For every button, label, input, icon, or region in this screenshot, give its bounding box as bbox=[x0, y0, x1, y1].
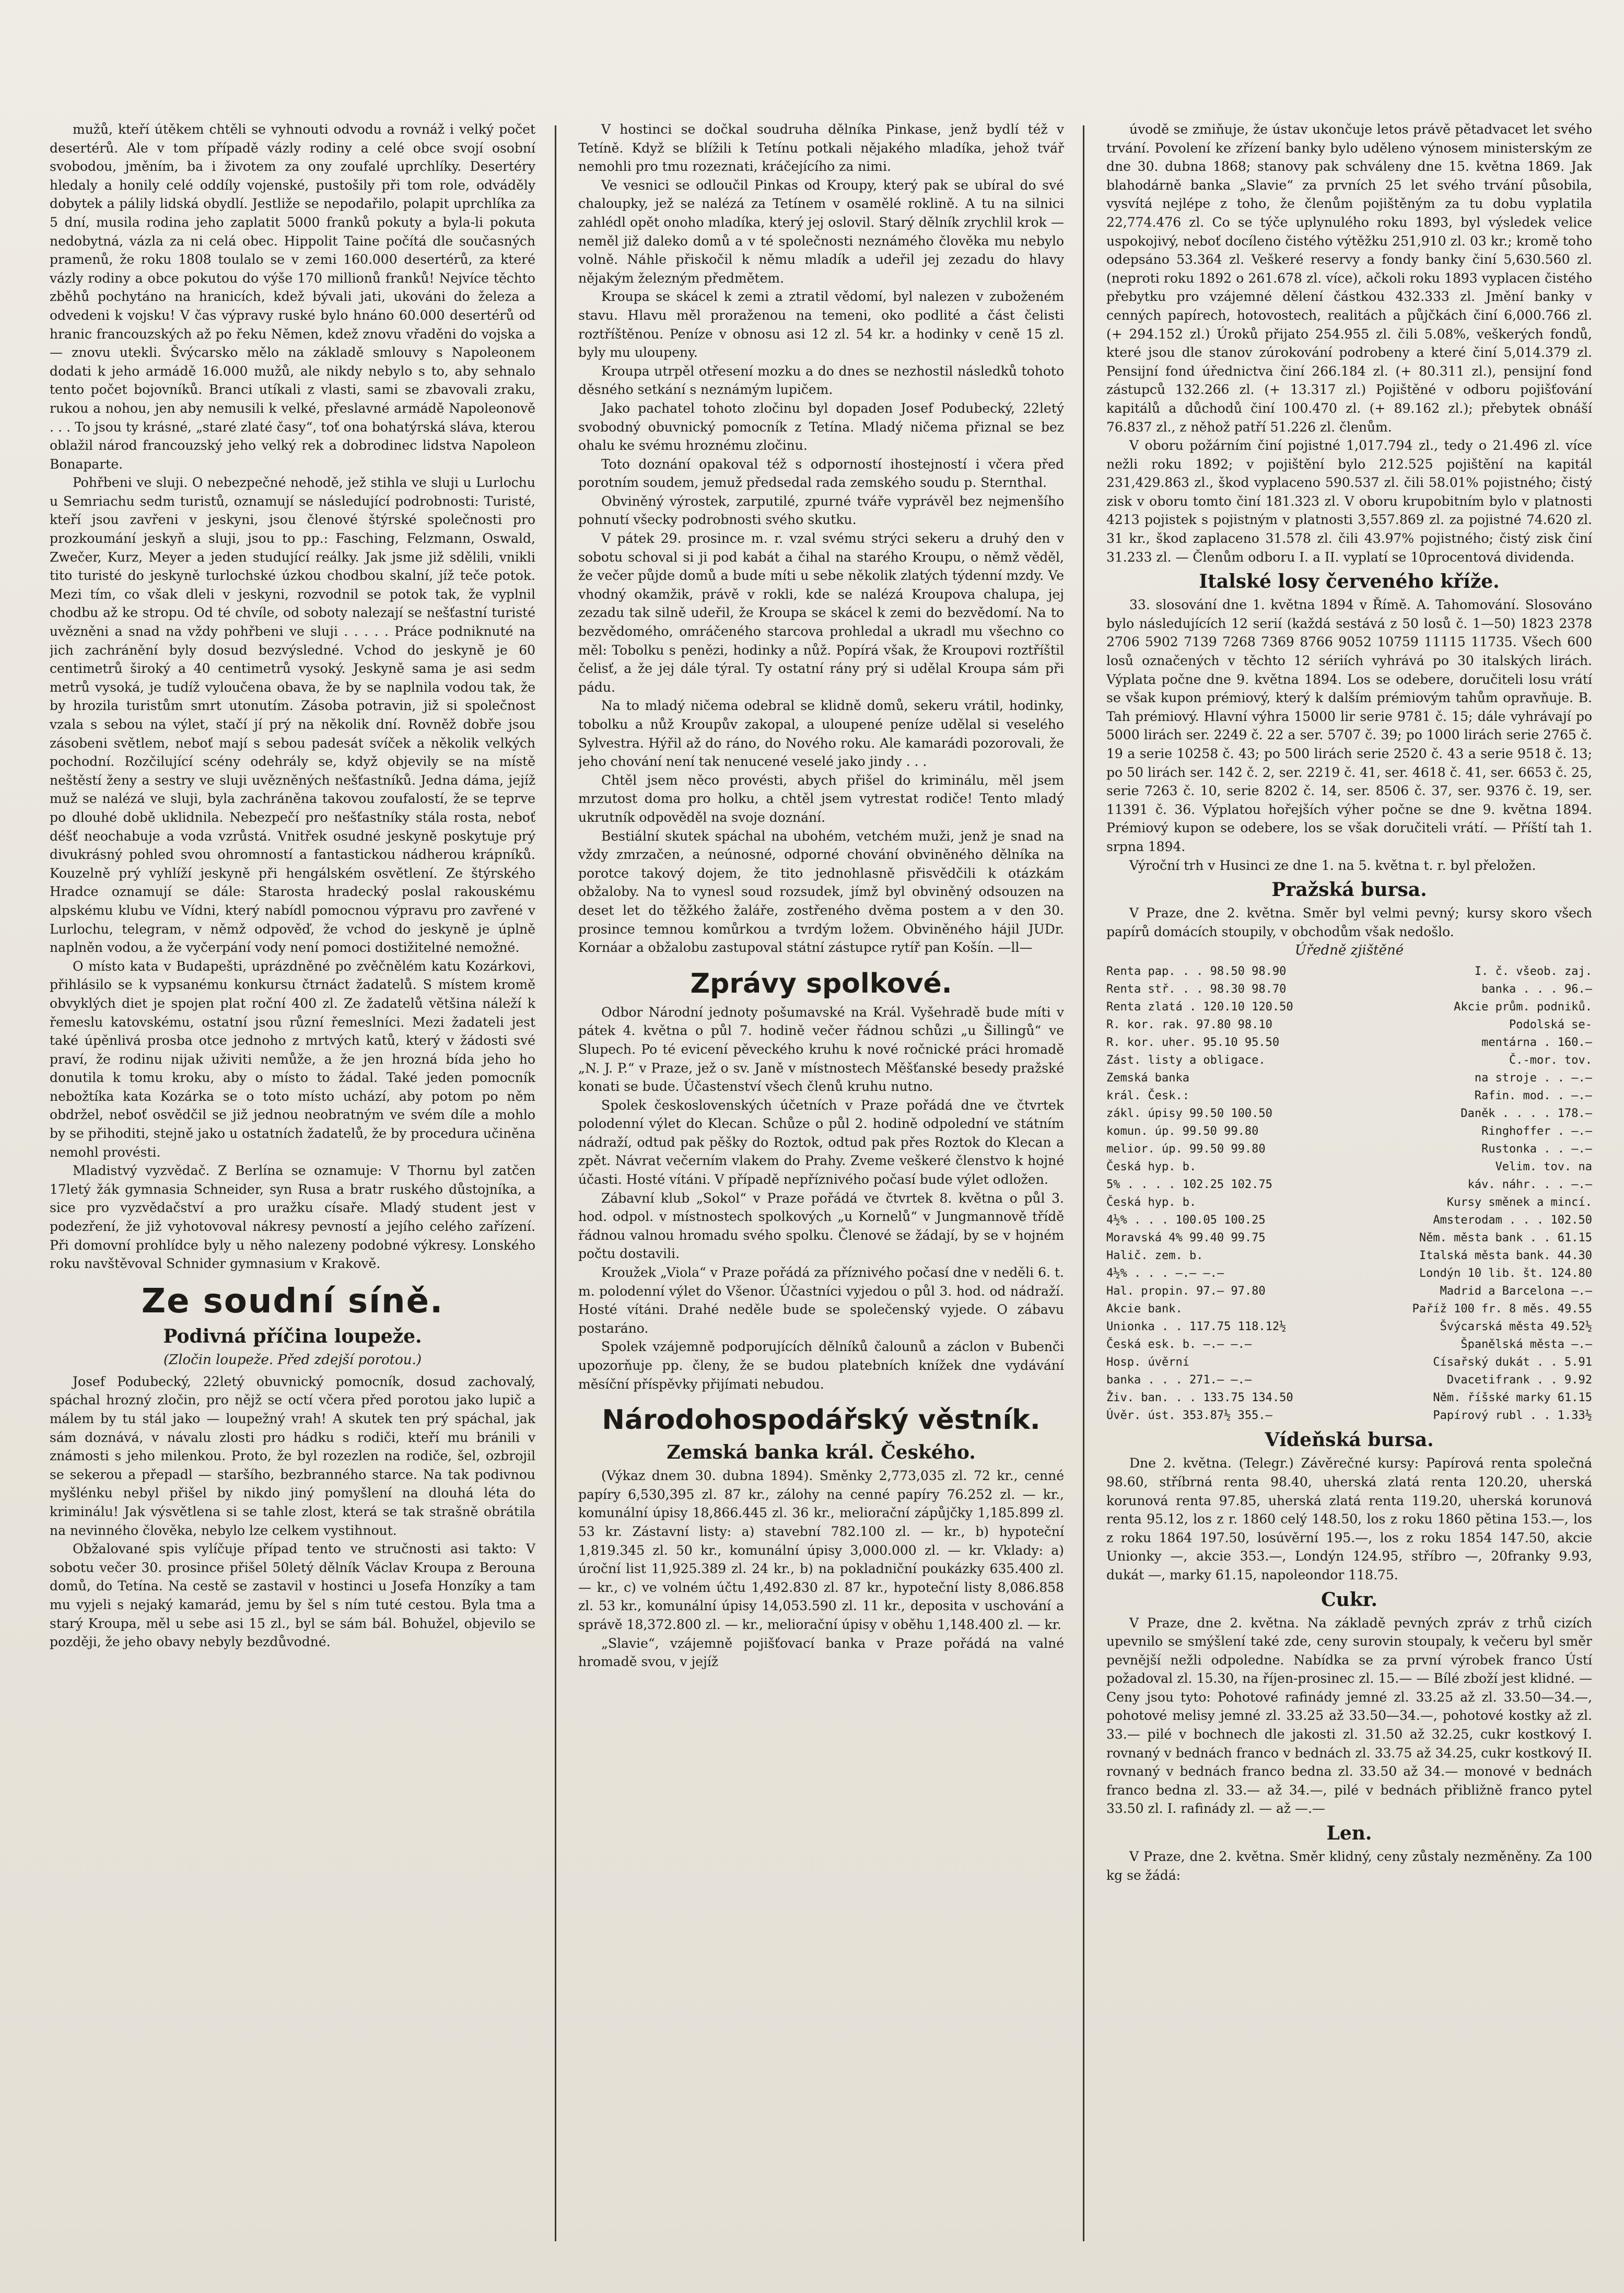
article-paragraph: 33. slosování dne 1. května 1894 v Římě. A. Tahomování. Slosováno bylo následujících 12 serií (každá sestává z 50 losů č. 1—50) 1823 2378 2706 5902 7139 7268 7369 8766 9052 10759 11115 11735. Všech 600 losů označených v těchto 12 sériích vyhrává po 30 italských lirách. Výplata počne dne 9. května 1894. Los se odebere, doručiteli losu vrátí se však kupon prémiový, který k dalším prémiovým tahům opravňuje. B. Tah prémiový. Hlavní výhra 15000 lir serie 9781 č. 15; dále vyhrávají po 5000 lirách ser. 2249 č. 22 a ser. 5707 č. 39; po 1000 lirách serie 2765 č. 19 a serie 10258 č. 43; po 500 lirách serie 2520 č. 43 a serie 9518 č. 13; po 50 lirách ser. 142 č. 2, ser. 2219 č. 41, ser. 4618 č. 41, ser. 6653 č. 25, serie 7263 č. 10, serie 8202 č. 14, ser. 8506 č. 37, ser. 9376 č. 19, ser. 11391 č. 36. Výplatou hořejších výher počne se dne 9. května 1894. Prémiový kupon se odebere, los se však doručiteli vrátí. — Příští tah 1. srpna 1894. bbox=[1106, 597, 1592, 854]
table-cell: Hosp. úvěrní bbox=[1106, 1356, 1189, 1369]
article-paragraph: V Praze, dne 2. května. Směr klidný, ceny zůstaly nezměněny. Za 100 kg se žádá: bbox=[1106, 1849, 1592, 1883]
column-right bbox=[1106, 120, 1592, 2252]
table-row bbox=[1106, 1212, 1592, 1229]
table-cell: banka . . . 271.— —.— bbox=[1106, 1374, 1252, 1387]
table-cell: Rafin. mod. . —.— bbox=[1474, 1089, 1592, 1103]
article-heading: Cukr. bbox=[1321, 1588, 1377, 1611]
table-cell: banka . . . 96.— bbox=[1481, 983, 1592, 996]
table-row bbox=[1106, 1336, 1592, 1354]
table-row bbox=[1106, 1265, 1592, 1283]
table-row bbox=[1106, 1389, 1592, 1407]
table-cell: Amsterodam . . . 102.50 bbox=[1433, 1214, 1592, 1227]
table-cell: Dvacetifrank . . 9.92 bbox=[1446, 1374, 1592, 1387]
article-heading: Vídeňská bursa. bbox=[1265, 1429, 1434, 1451]
article-paragraph: Kroupa se skácel k zemi a ztratil vědomí, byl nalezen v zuboženém stavu. Hlavu měl proraženou na temeni, oko podlité a část čelisti roztříštěnou. Peníze v obnosu asi 12 zl. 54 kr. a hodinky v ceně 15 zl. byly mu uloupeny. bbox=[578, 289, 1064, 360]
table-cell: Živ. ban. . . 133.75 134.50 bbox=[1106, 1391, 1293, 1405]
table-cell: zákl. úpisy 99.50 100.50 bbox=[1106, 1107, 1272, 1121]
table-cell: Něm. říšské marky 61.15 bbox=[1433, 1391, 1592, 1405]
article-paragraph: Odbor Národní jednoty pošumavské na Král. Vyšehradě bude míti v pátek 4. května o půl 7. hodině večer řádnou schůzi „u Šillingů“ ve Slupech. Po té evicení pěveckého kruhu k nové ročnické práci hromadě „N. J. P.“ v Praze, jež o sv. Janě v místnostech Měšťanské besedy pražské konati se bude. Účastenství všech členů kruhu nutno. bbox=[578, 1004, 1064, 1095]
table-cell: Ringhoffer . —.— bbox=[1481, 1125, 1592, 1138]
article-paragraph: V hostinci se dočkal soudruha dělníka Pinkase, jenž bydlí též v Tetíně. Když se blížili k Tetínu potkali nějakého mladíka, jehož tvář nemohli pro tmu rozeznati, kráčejícího za nimi. bbox=[578, 122, 1064, 174]
article-paragraph: Obviněný výrostek, zarputilé, zpurné tváře vyprávěl bez nejmenšího pohnutí všecky podrobnosti svého skutku. bbox=[578, 493, 1064, 528]
table-cell: Č.-mor. tov. bbox=[1509, 1054, 1592, 1067]
article-paragraph: Obžalované spis vylíčuje případ tento ve stručnosti asi takto: V sobotu večer 30. prosince přišel 50letý dělník Václav Kroupa z Berouna domů, do Tetína. Na cestě se zastavil v hostinci u Josefa Honzíky a tam mu vyjeli s nejaký kamarád, jemu by šel s ním tuté cestou. Byla tma a starý Kroupa, měl u sebe asi 15 zl., byl se sám bál. Bohužel, objevilo se později, že jeho obavy nebyly bezdůvodné. bbox=[50, 1541, 535, 1650]
article-note: (Zločin loupeže. Před zdejší porotou.) bbox=[163, 1352, 422, 1368]
table-cell: R. kor. rak. 97.80 98.10 bbox=[1106, 1018, 1272, 1032]
table-row bbox=[1106, 1052, 1592, 1069]
table-cell: melior. úp. 99.50 99.80 bbox=[1106, 1143, 1266, 1156]
table-row bbox=[1106, 981, 1592, 998]
table-cell: R. kor. uher. 95.10 95.50 bbox=[1106, 1036, 1280, 1050]
table-cell: 4½% . . . 100.05 100.25 bbox=[1106, 1214, 1266, 1227]
article-heading: Pražská bursa. bbox=[1271, 879, 1427, 901]
table-row bbox=[1106, 1069, 1592, 1087]
article-paragraph: O místo kata v Budapešti, uprázdněné po zvěčnělém katu Kozárkovi, přihlásilo se k vypsanému konkursu čtrnáct žadatelů. S místem kromě obvyklých diet je spojen plat roční 400 zl. Ze žadatelů většina náleží k řemeslu katovskému, ostatní jsou různí řemeslníci. Mezi žadateli jest také úpěnlivá prosba otce jednoho z mrtvých katů, který v žádosti své praví, že rodinu nijak uživiti nemůže, a že jen hrozná bída jeho ho donutila k tomu kroku, aby o místo to žádal. Také jeden pomocník nebožtíka kata Kozárka se o toto místo uchází, aby potom po něm obdržel, neboť osvědčil se již jednou neobratným ve svém díle a mohlo by se přihoditi, stejně jako u ostatních žadatelů, že by procedura učiněna nemohl provésti. bbox=[50, 958, 535, 1160]
table-row bbox=[1106, 998, 1592, 1016]
table-cell: Papírový rubl . . 1.33½ bbox=[1433, 1409, 1592, 1423]
article-paragraph: mužů, kteří útěkem chtěli se vyhnouti odvodu a rovnáž i velký počet desertérů. Ale v tom případě vázly rodiny a celé obce svojí osobní svobodou, jměním, ba i životem za ony zoufalé uprchlíky. Desertéry hledaly a honily celé oddíly vojenské, pustošily při tom role, odváděly dobytek a pálily lidská obydlí. Jestliže se nepodařilo, polapit uprchlíka za 5 dní, musila rodina jeho zaplatit 5000 franků pokuty a byla-li pokuta nedobytná, vázla za ni celá obec. Hippolit Taine počítá dle současných pramenů, že roku 1808 toulalo se v zemi 160.000 desertérů, za které vázly rodiny a obce pokutou do výše 170 millionů franků! Nejvíce těchto zběhů pochytáno na hranicích, kdež bývali jati, ukováni do železa a odvedeni k vojsku! V čas výpravy ruské bylo hnáno 60.000 desertérů od hranic francouzských až po řeku Němen, kdež znovu vřaděni do vojska a — znovu utekli. Švýcarsko mělo na základě smlouvy s Napoleonem dodati k jeho armádě 16.000 mužů, ale nikdy nebylo s to, aby sehnalo tento počet bojovníků. Branci utíkali z vlasti, sami se zbavovali zraku, rukou a nohou, jen aby nemusili k velké, přeslavné armádě Napoleonově . . . To jsou ty krásné, „staré zlaté časy“, toť ona bohatýrská sláva, kterou oblažil národ francouzský jeho velký rek a dobrodinec lidstva Napoleon Bonaparte. bbox=[50, 122, 535, 472]
table-row bbox=[1106, 1123, 1592, 1140]
article-paragraph: Bestiální skutek spáchal na ubohém, vetchém muži, jenž je snad na vždy zmrzačen, a neúnosné, odporné chování obviněného dělníka na porotce takový dojem, že tito jednohlasně přisvědčili k otázkám obžaloby. Na to vynesl soud rozsudek, jímž byl obviněný odsouzen na deset let do těžkého žaláře, zostřeného dvěma postem a v den 30. prosince temnou komůrkou a tvrdým ložem. Obviněného hájil JUDr. Kornáar a obžalobu zastupoval státní zástupce rytíř pan Košín. —ll— bbox=[578, 828, 1064, 956]
table-cell: Akcie prům. podniků. bbox=[1454, 1000, 1592, 1014]
table-cell: Něm. města bank . . 61.15 bbox=[1419, 1231, 1592, 1245]
column-middle bbox=[578, 120, 1064, 2252]
article-paragraph: Dne 2. května. (Telegr.) Závěrečné kursy: Papírová renta společná 98.60, stříbrná renta 98.40, uherská zlatá renta 120.20, uherská korunová renta 97.85, uherská zlatá renta 119.20, uherská korunová renta 95.12, los z r. 1860 celý 148.50, los z roku 1860 pětina 153.—, los z roku 1864 197.50, losúvěrní 195.—, los z roku 1854 147.50, akcie Unionky —, akcie 353.—, Londýn 124.95, stříbro —, 20franky 9.93, dukát —, marky 61.15, napoleondor 118.75. bbox=[1106, 1456, 1592, 1582]
article-paragraph: Kroupa utrpěl otřesení mozku a do dnes se nezhostil následků tohoto děsného setkání s neznámým lupičem. bbox=[578, 363, 1064, 398]
column-rule bbox=[1083, 125, 1084, 2241]
table-row bbox=[1106, 1034, 1592, 1052]
table-row bbox=[1106, 963, 1592, 981]
section-heading: Národohospodářský věstník. bbox=[602, 1404, 1041, 1436]
article-paragraph: Jako pachatel tohoto zločinu byl dopaden Josef Podubecký, 22letý svobodný obuvnický pomocník z Tetína. Mladý ničema přiznal se bez ohalu ke svému hroznému zločinu. bbox=[578, 400, 1064, 453]
article-paragraph: (Výkaz dnem 30. dubna 1894). Směnky 2,773,035 zl. 72 kr., cenné papíry 6,530,395 zl. 87 kr., zálohy na cenné papíry 76.252 zl. — kr., komunální úpisy 18,866.445 zl. 36 kr., meliorační zápůjčky 1,185.899 zl. 53 kr. Zástavní listy: a) stavební 782.100 zl. — kr., b) hypoteční 1,819.345 zl. 50 kr., komunální úpisy 3,000.000 zl. — kr. Vklady: a) úroční list 11,925.389 zl. 24 kr., b) na pokladniční poukázky 635.400 zl. — kr., c) ve volném účtu 1,492.830 zl. 87 kr., hypoteční listy 8,086.858 zl. 53 kr., komunální úpisy 14,053.590 zl. 11 kr., deposita v uschování a správě 18,372.800 zl. — kr., meliorační úpisy v oběhu 1,148.400 zl. — kr. bbox=[578, 1468, 1064, 1632]
article-paragraph: V oboru požárním činí pojistné 1,017.794 zl., tedy o 21.496 zl. více nežli roku 1892; v pojištění bylo 212.525 pojištění na kapitál 231,429.863 zl., škod vyplaceno 590.537 zl. čili 58.01% pojistného; čistý zisk v oboru tomto činí 181.323 zl. V oboru krupobitním bylo v platnosti 4213 pojistek s pojistným v platnosti 3,557.869 zl. za pojistné 74.620 zl. 31 kr., škod zaplaceno 31.578 zl. čili 43.97% pojistného; čistý zisk činí 31.233 zl. — Členům odboru I. a II. vyplatí se 10procentová dividenda. bbox=[1106, 438, 1592, 565]
article-paragraph: Josef Podubecký, 22letý obuvnický pomocník, dosud zachovalý, spáchal hrozný zločin, pro nějž se octí včera před porotou jako lupič a málem by tu stál jako — loupežný vrah! A skutek ten prý spáchal, jak sám doznává, v návalu zlosti pro hádku s rodiči, kteří mu bránili v známosti s jeho milenkou. Proto, že byl rozezlen na rodiče, šel, ozbrojil se sekerou a přepadl — staršího, bezbranného starce. Na tak podivnou myšlénku nebyl přišel by nikdo jiný pomyšlení na dlouhá léta do kriminálu! Jak výsvětlena si se tahle zlost, která se tak strašně obrátila na nevinného člověka, nebylo lze celkem vystihnout. bbox=[50, 1374, 535, 1538]
table-row bbox=[1106, 1407, 1592, 1425]
article-paragraph: Chtěl jsem něco provésti, abych přišel do kriminálu, měl jsem mrzutost doma pro holku, a chtěl jsem vytrestat rodiče! Tento mladý ukrutník odpověděl na svoje doznání. bbox=[578, 772, 1064, 825]
article-heading: Italské losy červeného kříže. bbox=[1199, 571, 1500, 593]
article-paragraph: Ve vesnici se odloučil Pinkas od Kroupy, který pak se ubíral do své chaloupky, jež se nalézá za Tetínem v osamělé roklině. A tu na silnici zahlédl opět onoho mladíka, který jej oslovil. Starý dělník zrychlil krok — neměl již daleko domů a v té společnosti neznámého člověka mu nebylo volně. Náhle přiskočil k němu mladík a udeřil jej zezadu do hlavy nějakým železným předmětem. bbox=[578, 177, 1064, 286]
table-cell: mentárna . 160.— bbox=[1481, 1036, 1592, 1050]
table-cell: Císařský dukát . . 5.91 bbox=[1433, 1356, 1592, 1369]
table-row bbox=[1106, 1247, 1592, 1265]
table-cell: Podolská se- bbox=[1509, 1018, 1592, 1032]
section-heading: Zprávy spolkové. bbox=[690, 968, 952, 999]
table-cell: Londýn 10 lib. št. 124.80 bbox=[1419, 1267, 1592, 1281]
article-paragraph: V Praze, dne 2. května. Směr byl velmi pevný; kursy skoro všech papírů domácích stoupily, v obchodům však nedošlo. bbox=[1106, 905, 1592, 939]
table-cell: Akcie bank. bbox=[1106, 1302, 1183, 1316]
table-cell: Česká hyp. b. bbox=[1106, 1196, 1197, 1209]
article-heading: Podivná příčina loupeže. bbox=[163, 1325, 422, 1347]
table-cell: Renta pap. . . 98.50 98.90 bbox=[1106, 965, 1287, 979]
table-cell: Paříž 100 fr. 8 měs. 49.55 bbox=[1412, 1302, 1592, 1316]
article-paragraph: Kroužek „Viola“ v Praze pořádá za příznivého počasí dne v neděli 6. t. m. polodenní výlet do Všenor. Účastníci vyjedou o půl 3. hod. od nádraží. Hosté vítáni. Drahé neděle bude se společenský vyjede. O zábavu postaráno. bbox=[578, 1265, 1064, 1336]
article-paragraph: Mladistvý vyzvědač. Z Berlína se oznamuje: V Thornu byl zatčen 17letý žák gymnasia Schneider, syn Rusa a bratr ruského důstojníka, a sice pro vyzvědačství a pro uražku císaře. Mladý student jest v podezření, že již vyhotovoval nákresy pevností a jejího celého zařízení. Při domovní prohlídce byly u něho nalezeny podobné výkresy. Lonského roku navštěvoval Schnider gymnasium v Krakově. bbox=[50, 1163, 535, 1272]
table-row bbox=[1106, 1300, 1592, 1318]
table-row bbox=[1106, 1087, 1592, 1105]
column-left bbox=[50, 120, 535, 2252]
article-paragraph: Pohřbeni ve sluji. O nebezpečné nehodě, jež stihla ve sluji u Lurlochu u Semriachu sedm turistů, oznamují se následující podrobnosti: Turisté, kteří jsou zavřeni v jeskyni, jsou členové štýrské společnosti pro prozkoumání jeskyň a sluji, jsou to pp.: Fasching, Felzmann, Oswald, Zwečer, Kurz, Meyer a jeden studující reálky. Jak jsme již sdělili, vnikli tito turisté do jeskyně turlochské úzkou chodbou skalní, jíž teče potok. Mezi tím, co však dleli v jeskyni, rozvodnil se potok tak, že vyplnil chodbu až ke stropu. Od té chvíle, od soboty nalezají se nešťastní turisté uvězněni a snad na vždy pohřbeni ve sluji . . . . . Práce podniknuté na jich zachránění byly dosud bezvýsledné. Vchod do jeskyně je 60 centimetrů široký a 40 centimetrů vysoký. Jeskyně sama je asi sedm metrů vysoká, je tudíž vyloučena obava, že by se naplnila vodou tak, že by hrozila turistům smrt utonutím. Zásoba potravin, již si společnost vzala s sebou na výlet, stačí jí prý na několik dní. Rovněž dobře jsou zásobeni světlem, neboť mají s sebou padesát svíček a několik velkých pochodní. Rozčilující scény odehrály se, když objevily se na místě neštěstí ženy a sestry ve sluji uvězněných nešťastníků. Jedna dáma, jejíž muž se nalézá ve sluji, byla zachráněna takovou zoufalostí, že se teprve po dlouhé době uklidnila. Nebezpečí pro nešťastníky stála rosta, neboť déšť neochabuje a voda vzrůstá. Vnitřek osudné jeskyně poskytuje prý divukrásný pohled svou ohromností a fantastickou nádherou krápníků. Kouzelně prý vyhlíží jeskyně při hengálském osvětlení. Ze štýrského Hradce oznamují se dále: Starosta hradecký poslal rakouskému alpskému klubu ve Vídni, který nabídl pomocnou výpravu pro zavřené v Lurlochu, telegram, v němž odpověď, že vchod do jeskyně je úplně naplněn vodou, a že vyčerpání vody není pomoci dostižitelné nemožné. bbox=[50, 475, 535, 956]
article-paragraph: Spolek vzájemně podporujících dělníků čalounů a záclon v Bubenči upozorňuje pp. členy, že se budou platebních knížek dne vydávání měsíční příspěvky přijímati nebudou. bbox=[578, 1339, 1064, 1392]
table-row bbox=[1106, 1283, 1592, 1300]
table-cell: Renta stř. . . 98.30 98.70 bbox=[1106, 983, 1287, 996]
table-cell: Moravská 4% 99.40 99.75 bbox=[1106, 1231, 1266, 1245]
table-cell: Švýcarská města 49.52½ bbox=[1440, 1320, 1592, 1334]
table-caption: Úředně zjištěné bbox=[1294, 942, 1404, 959]
article-paragraph: úvodě se zmiňuje, že ústav ukončuje letos právě pětadvacet let svého trvání. Povolení ke zřízení banky bylo uděleno výnosem ministerským ze dne 30. dubna 1868; stanovy pak schváleny dne 15. května 1869. Jak blahodárně banka „Slavie“ za prvních 25 let svého trvání působila, vysvítá nejlépe z toho, že členům pojištěným za tu dobu vyplatila 22,774.476 zl. Co se týče uplynulého roku 1893, byl výsledek velice uspokojivý, neboť docíleno čistého výtěžku 251,910 zl. 03 kr.; kromě toho odepsáno 53.364 zl. Veškeré reservy a fondy banky činí 5,630.560 zl. (neproti roku 1892 o 261.678 zl. více), ačkoli roku 1893 vyplacen čistého přebytku pro vzájemné dělení částkou 432.333 zl. Jmění banky v cenných papírech, hotovostech, realitách a půjčkách činí 6,000.766 zl. (+ 294.152 zl.) Úroků přijato 254.955 zl. čili 5.08%, veškerých fondů, které jsou dle stanov zúrokování podrobeny a které činí 5,014.379 zl. Pensijní fond úřednictva činí 266.184 zl. (+ 80.311 zl.), pensijní fond zástupců 132.266 zl. (+ 13.317 zl.) Pojištěné v odboru pojišťování kapitálů a důchodů činí 100.470 zl. (+ 89.162 zl.); přebytek obnáší 76.837 zl., z něhož patří 51.226 zl. členům. bbox=[1106, 122, 1592, 435]
article-paragraph: V pátek 29. prosince m. r. vzal svému strýci sekeru a druhý den v sobotu schoval si ji pod kabát a čihal na starého Kroupu, o němž věděl, že večer půjde domů a bude míti u sebe několik zlatých týdenní mzdy. Ve vhodný okamžik, právě v rokli, kde se nalézá Kroupova chalupa, jej zezadu tak silně udeřil, že Kroupa se skácel k zemi do bezvědomí. Na to bezvědomého, omráčeného starcova prohledal a ukradl mu všechno co měl: Tobolku s penězi, hodinky a nůž. Popírá však, že Kroupovi roztříštil čelisť, a že jej dále týral. Ty ostatní rány prý si udělal Kroupa sám při pádu. bbox=[578, 531, 1064, 695]
table-cell: 5% . . . . 102.25 102.75 bbox=[1106, 1178, 1272, 1192]
table-cell: Česká hyp. b. bbox=[1106, 1160, 1197, 1174]
table-cell: Španělská města —.— bbox=[1461, 1338, 1592, 1352]
article-paragraph: Zábavní klub „Sokol“ v Praze pořádá ve čtvrtek 8. května o půl 3. hod. odpol. v místnostech spolkových „u Kornelů“ v Jungmannově třídě řádnou valnou hromadu svého spolku. Členové se žádají, by se v hojném počtu dostavili. bbox=[578, 1190, 1064, 1262]
table-row bbox=[1106, 1176, 1592, 1194]
bourse-table bbox=[1106, 963, 1592, 1425]
column-rule bbox=[555, 125, 556, 2241]
table-row bbox=[1106, 1194, 1592, 1212]
table-cell: káv. náhr. . . —.— bbox=[1467, 1178, 1592, 1192]
table-cell: I. č. všeob. zaj. bbox=[1474, 965, 1592, 979]
table-cell: Rustonka . . —.— bbox=[1481, 1143, 1592, 1156]
section-heading: Ze soudní síně. bbox=[141, 1282, 444, 1321]
table-cell: Italská města bank. 44.30 bbox=[1419, 1249, 1592, 1263]
table-row bbox=[1106, 1105, 1592, 1123]
table-cell: 4½% . . . —.— —.— bbox=[1106, 1267, 1224, 1281]
table-cell: Hal. propin. 97.— 97.80 bbox=[1106, 1285, 1266, 1298]
article-paragraph: Výroční trh v Husinci ze dne 1. na 5. května t. r. byl přeložen. bbox=[1129, 857, 1536, 873]
table-row bbox=[1106, 1318, 1592, 1336]
table-cell: Velim. tov. na bbox=[1495, 1160, 1592, 1174]
table-cell: Úvěr. úst. 353.87½ 355.— bbox=[1106, 1409, 1272, 1423]
table-row bbox=[1106, 1371, 1592, 1389]
article-paragraph: „Slavie“, vzájemně pojišťovací banka v Praze pořádá na valné hromadě svou, v jejíž bbox=[578, 1635, 1064, 1670]
table-cell: komun. úp. 99.50 99.80 bbox=[1106, 1125, 1259, 1138]
table-cell: Halič. zem. b. bbox=[1106, 1249, 1204, 1263]
table-row bbox=[1106, 1158, 1592, 1176]
table-cell: Kursy směnek a mincí. bbox=[1446, 1196, 1592, 1209]
article-paragraph: Toto doznání opakoval též s odporností ihostejností i včera před porotním soudem, jemuž předsedal rada zemského soudu p. Sternthal. bbox=[578, 456, 1064, 491]
table-cell: Daněk . . . . 178.— bbox=[1461, 1107, 1592, 1121]
table-row bbox=[1106, 1354, 1592, 1371]
table-cell: král. Česk.: bbox=[1106, 1089, 1189, 1103]
table-cell: Madrid a Barcelona —.— bbox=[1440, 1285, 1592, 1298]
table-row bbox=[1106, 1140, 1592, 1158]
table-cell: Zást. listy a obligace. bbox=[1106, 1054, 1266, 1067]
table-cell: Česká esk. b. —.— —.— bbox=[1106, 1338, 1252, 1352]
article-paragraph: Spolek československých účetních v Praze pořádá dne ve čtvrtek polodenní výlet do Klecan. Schůze o půl 2. hodině odpolední ve státním nádraží, odtud pak pěšky do Roztok, odtud pak přes Roztok do Klecan a zpět. Návrat večerním vlakem do Prahy. Zveme veškeré členstvo k hojné účasti. Hosté vítáni. V případě nepříznivého počasí bude výlet odložen. bbox=[578, 1097, 1064, 1188]
table-row bbox=[1106, 1229, 1592, 1247]
table-cell: na stroje . . —.— bbox=[1474, 1072, 1592, 1085]
article-paragraph: V Praze, dne 2. května. Na základě pevných zpráv z trhů cizích upevnilo se smýšlení také zde, ceny surovin stoupaly, k večeru byl směr pevnější nežli odpoledne. Nabídka se za první výrobek franco Ústí požadoval zl. 15.30, na říjen-prosinec zl. 15.— — Bílé zboží jest klidné. — Ceny jsou tyto: Pohotové rafinády jemné zl. 33.25 až zl. 33.50—34.—, pohotové melisy jemné zl. 33.25 až 33.50—34.—, pohotové kostky až zl. 33.— pilé v bochnech dle jakosti zl. 31.50 až 32.25, cukr kostkový I. rovnaný v bednách franco v bednách zl. 33.75 až 34.25, cukr kostkový II. rovnaný v bednách franco bedna zl. 33.50 až 34.— monové v bednách franco bedna zl. 33.— až 34.—, pilé v bednách přibližně franco pytel 33.50 zl. I. rafinády zl. — až —.— bbox=[1106, 1615, 1592, 1817]
article-heading: Len. bbox=[1326, 1822, 1372, 1845]
table-cell: Zemská banka bbox=[1106, 1072, 1189, 1085]
article-heading: Zemská banka král. Českého. bbox=[667, 1441, 976, 1464]
table-cell: Renta zlatá . 120.10 120.50 bbox=[1106, 1000, 1293, 1014]
table-cell: Unionka . . 117.75 118.12½ bbox=[1106, 1320, 1287, 1334]
article-paragraph: Na to mladý ničema odebral se klidně domů, sekeru vrátil, hodinky, tobolku a nůž Kroupův zakopal, a uloupené peníze udělal si veselého Sylvestra. Hýřil až do ráno, do Nového roku. Ale kamarádi pozorovali, že jeho chování není tak nenucené veselé jako jindy . . . bbox=[578, 698, 1064, 770]
table-row bbox=[1106, 1016, 1592, 1034]
